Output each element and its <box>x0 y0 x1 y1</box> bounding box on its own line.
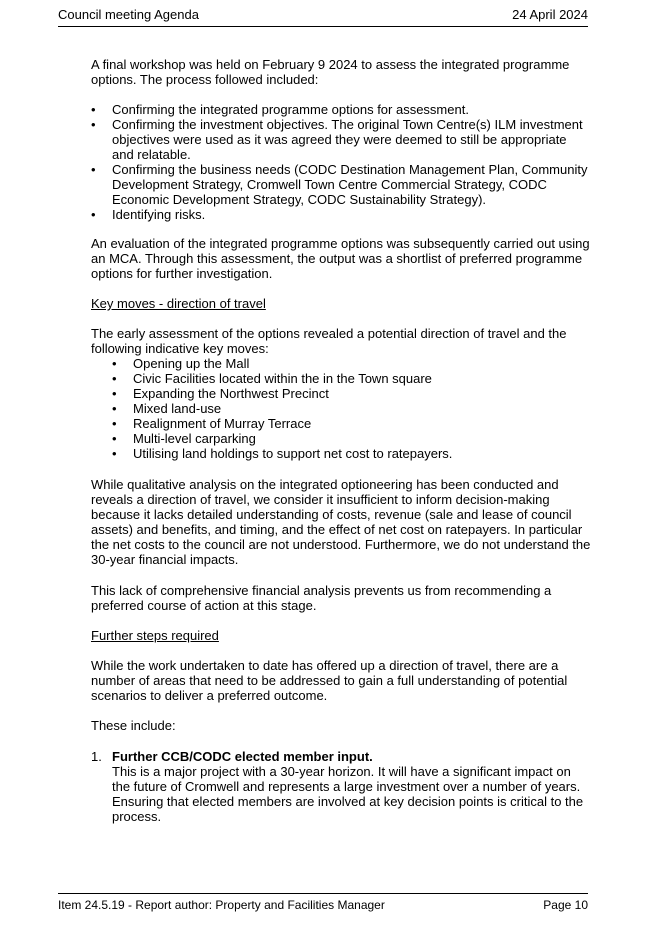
list-item: • Utilising land holdings to support net cost to ratepayers. <box>112 446 453 461</box>
bullet-icon: • <box>91 117 96 132</box>
bullet-icon: • <box>112 401 117 416</box>
meeting-date: 24 April 2024 <box>512 7 588 22</box>
list-item: • Multi-level carparking <box>112 431 256 446</box>
step-title: Further CCB/CODC elected member input. <box>112 749 373 764</box>
analysis-paragraph: While qualitative analysis on the integrated optioneering has been conducted and reveals a direction of travel, we consider it insufficient to inform decision-making because it lacks detailed understanding of costs, revenue (sale and lease of council assets) and benefits, and timing, and the effect of net cost on ratepayers. In particular the net costs to the council are not understood. Furthermore, we do not understand the 30-year financial impacts. <box>91 477 591 567</box>
page-header <box>58 6 588 27</box>
list-item: • Opening up the Mall <box>112 356 250 371</box>
further-steps-intro: While the work undertaken to date has offered up a direction of travel, there are a number of areas that need to be addressed to gain a full understanding of potential scenarios to deliver a preferred outcome. <box>91 658 568 703</box>
evaluation-paragraph: An evaluation of the integrated programme options was subsequently carried out using an MCA. Through this assessment, the output was a shortlist of preferred programme options for further investigation. <box>91 236 590 281</box>
further-steps-heading: Further steps required <box>91 628 219 643</box>
numbered-step <box>91 749 591 824</box>
document-title: Council meeting Agenda <box>58 7 199 22</box>
page-number: Page 10 <box>543 898 588 912</box>
step-number: 1. <box>91 749 102 764</box>
these-include-label: These include: <box>91 718 176 733</box>
list-item: • Realignment of Murray Terrace <box>112 416 312 431</box>
bullet-icon: • <box>112 386 117 401</box>
footer-item-author: Item 24.5.19 - Report author: Property and Facilities Manager <box>58 898 385 912</box>
bullet-icon: • <box>112 371 117 386</box>
list-item: • Identifying risks. <box>91 207 206 222</box>
list-item: • Confirming the integrated programme options for assessment. <box>91 102 469 117</box>
list-item: • Mixed land-use <box>112 401 222 416</box>
bullet-icon: • <box>112 356 117 371</box>
list-item: • Expanding the Northwest Precinct <box>112 386 329 401</box>
list-item: • Confirming the investment objectives. The original Town Centre(s) ILM investment objectives were used as it was agreed they were deemed to still be appropriate and relatable. <box>91 117 583 162</box>
key-moves-list <box>91 356 591 461</box>
key-moves-heading: Key moves - direction of travel <box>91 296 266 311</box>
bullet-icon: • <box>112 446 117 461</box>
intro-paragraph: A final workshop was held on February 9 2024 to assess the integrated programme options. The process followed included: <box>91 57 570 87</box>
process-list <box>91 102 591 222</box>
page-body <box>91 57 591 824</box>
step-body: This is a major project with a 30-year horizon. It will have a significant impact on the future of Cromwell and represents a large investment over a number of years. Ensuring that elected members are involved at key decision points is critical to the process. <box>112 764 584 824</box>
bullet-icon: • <box>112 431 117 446</box>
bullet-icon: • <box>91 162 96 177</box>
page-footer <box>58 893 588 916</box>
bullet-icon: • <box>112 416 117 431</box>
list-item: • Civic Facilities located within the in the Town square <box>112 371 432 386</box>
lack-paragraph: This lack of comprehensive financial analysis prevents us from recommending a preferred course of action at this stage. <box>91 583 552 613</box>
bullet-icon: • <box>91 207 96 222</box>
key-moves-intro: The early assessment of the options revealed a potential direction of travel and the following indicative key moves: <box>91 326 567 356</box>
list-item: • Confirming the business needs (CODC Destination Management Plan, Community Development Strategy, Cromwell Town Centre Commercial Strategy, CODC Economic Development Strategy, CODC Sustainability Strategy). <box>91 162 588 207</box>
bullet-icon: • <box>91 102 96 117</box>
